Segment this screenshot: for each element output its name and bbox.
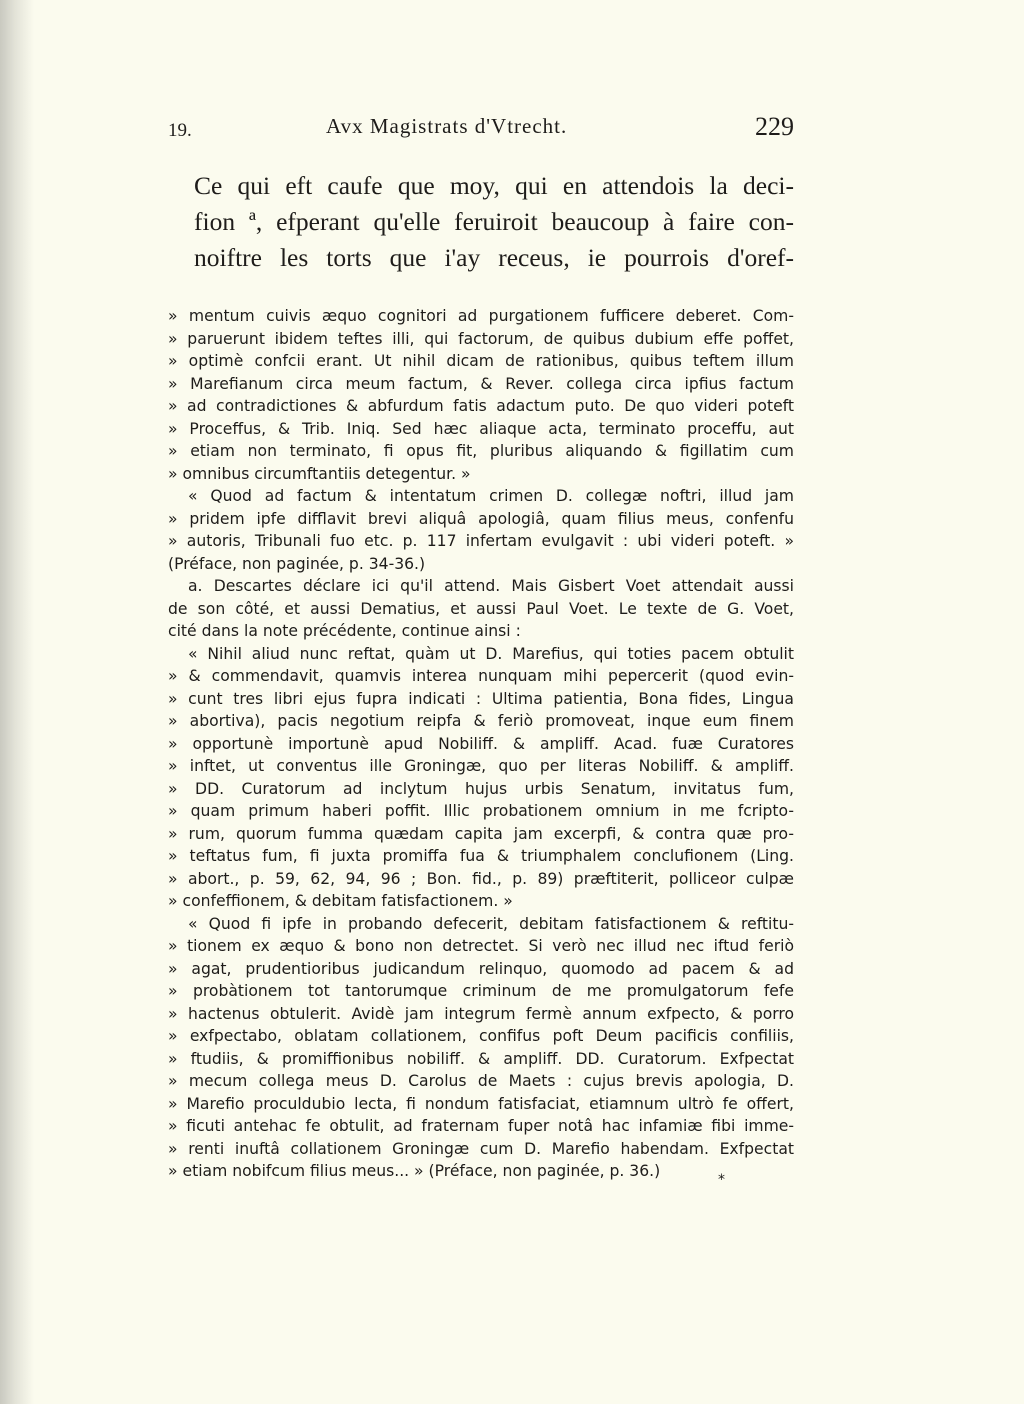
footnote-line: » ftudiis, & promiffionibus nobiliff. & ampliff. DD. Curatorum. Exfpectat bbox=[168, 1049, 794, 1068]
signature-mark: * bbox=[718, 1172, 725, 1188]
footnote-line: » etiam non terminato, fi opus fit, pluribus aliquando & figillatim cum bbox=[168, 442, 794, 460]
footnote-line: » rum, quorum fumma quædam capita jam excerpfi, & contra quæ pro- bbox=[168, 824, 794, 843]
footnote-line: « Quod fi ipfe in probando defecerit, debitam fatisfactionem & reftitu- bbox=[188, 914, 794, 933]
footnote-line: » probàtionem tot tantorumque criminum de me promulgatorum fefe bbox=[168, 982, 794, 1000]
footnote-line: » abortiva), pacis negotium reipfa & feriò promoveat, inque eum finem bbox=[168, 712, 794, 730]
footnote-line: « Nihil aliud nunc reftat, quàm ut D. Marefius, qui toties pacem obtulit bbox=[188, 644, 794, 663]
footnote-line: » quam primum haberi poffit. Illic probationem omnium in me fcripto- bbox=[168, 802, 794, 820]
footnote-line: » mecum collega meus D. Carolus de Maets : cujus brevis apologia, D. bbox=[168, 1072, 794, 1090]
footnote-line: » ficuti antehac fe obtulit, ad fraternam fuper notâ hac infamiæ fibi imme- bbox=[168, 1117, 794, 1135]
footnote-line: » pridem ipfe difflavit brevi aliquâ apologiâ, quam filius meus, confenfu bbox=[168, 509, 794, 528]
footnote-line: » tionem ex æquo & bono non detrectet. Si verò nec illud nec iftud feriò bbox=[168, 937, 794, 955]
footnote-line: » mentum cuivis æquo cognitori ad purgationem fufficere deberet. Com- bbox=[168, 307, 794, 325]
main-text bbox=[168, 168, 794, 276]
footnote-line: » Marefio proculdubio lecta, fi nondum fatisfaciat, etiamnum ultrò fe offert, bbox=[168, 1094, 794, 1113]
page bbox=[168, 112, 794, 1183]
footnote-line: » ad contradictiones & abfurdum fatis adactum puto. De quo videri poteft bbox=[168, 397, 794, 415]
footnote-line: » renti inuftâ collationem Groningæ cum D. Marefio habendam. Exfpectat bbox=[168, 1139, 794, 1158]
footnote-line: » etiam nobifcum filius meus... » (Préface, non paginée, p. 36.) bbox=[168, 1162, 661, 1180]
running-header bbox=[168, 112, 794, 148]
section-number: 19. bbox=[168, 120, 192, 141]
footnote-line: de son côté, et aussi Dematius, et aussi Paul Voet. Le texte de G. Voet, bbox=[168, 599, 794, 618]
footnote-line: » inftet, ut conventus ille Groningæ, quo per literas Nobiliff. & ampliff. bbox=[168, 757, 794, 775]
footnote-line: » hactenus obtulerit. Avidè jam integrum fermè annum exfpecto, & porro bbox=[168, 1004, 794, 1023]
text-line: noiftre les torts que i'ay receus, ie pourrois d'oref- bbox=[194, 243, 794, 272]
footnote-line: a. Descartes déclare ici qu'il attend. Mais Gisbert Voet attendait aussi bbox=[188, 577, 794, 595]
binding-shadow bbox=[0, 0, 34, 1404]
footnote-line: » teftatus fum, fi juxta promiffa fua & triumphalem conclufionem (Ling. bbox=[168, 847, 794, 865]
footnote-line: » Proceffus, & Trib. Iniq. Sed hæc aliaque acta, terminato proceffu, aut bbox=[168, 419, 794, 438]
footnote-line: » Marefianum circa meum factum, & Rever. collega circa ipfius factum bbox=[168, 374, 794, 393]
footnote-line: » omnibus circumftantiis detegentur. » bbox=[168, 464, 471, 483]
footnote-line: » agat, prudentioribus judicandum relinquo, quomodo ad pacem & ad bbox=[168, 959, 794, 978]
footnote-line: » autoris, Tribunali fuo etc. p. 117 infertam evulgavit : ubi videri poteft. » bbox=[168, 532, 794, 550]
footnote-line: (Préface, non paginée, p. 34-36.) bbox=[168, 554, 426, 573]
page-number: 229 bbox=[755, 112, 794, 141]
footnote-line: » abort., p. 59, 62, 94, 96 ; Bon. fid., p. 89) præftiterit, polliceor culpæ bbox=[168, 869, 794, 888]
footnote-line: » exfpectabo, oblatam collationem, confifus poft Deum pacificis confiliis, bbox=[168, 1027, 794, 1045]
footnote-line: » DD. Curatorum ad inclytum hujus urbis Senatum, invitatus fum, bbox=[168, 779, 794, 798]
footnote-line: « Quod ad factum & intentatum crimen D. collegæ noftri, illud jam bbox=[188, 487, 794, 505]
footnote-line: » confeffionem, & debitam fatisfactionem. » bbox=[168, 892, 513, 910]
footnote-line: » & commendavit, quamvis interea nunquam mihi pepercerit (quod evin- bbox=[168, 667, 794, 685]
footnote-line: » optimè confcii erant. Ut nihil dicam de rationibus, quibus teftem illum bbox=[168, 352, 794, 370]
footnote-line: » cunt tres libri ejus fupra indicati : Ultima patientia, Bona fides, Lingua bbox=[168, 689, 794, 708]
footnotes bbox=[168, 305, 794, 1183]
footnote-line: cité dans la note précédente, continue ainsi : bbox=[168, 622, 521, 640]
running-title: Avx Magistrats d'Vtrecht. bbox=[326, 114, 568, 138]
text-line: fion ª, efperant qu'elle feruiroit beaucoup à faire con- bbox=[194, 207, 794, 236]
footnote-line: » opportunè importunè apud Nobiliff. & ampliff. Acad. fuæ Curatores bbox=[168, 734, 794, 753]
footnote-line: » paruerunt ibidem teftes illi, qui factorum, de quibus dubium effe poffet, bbox=[168, 329, 794, 348]
text-line: Ce qui eft caufe que moy, qui en attendois la deci- bbox=[194, 171, 794, 200]
